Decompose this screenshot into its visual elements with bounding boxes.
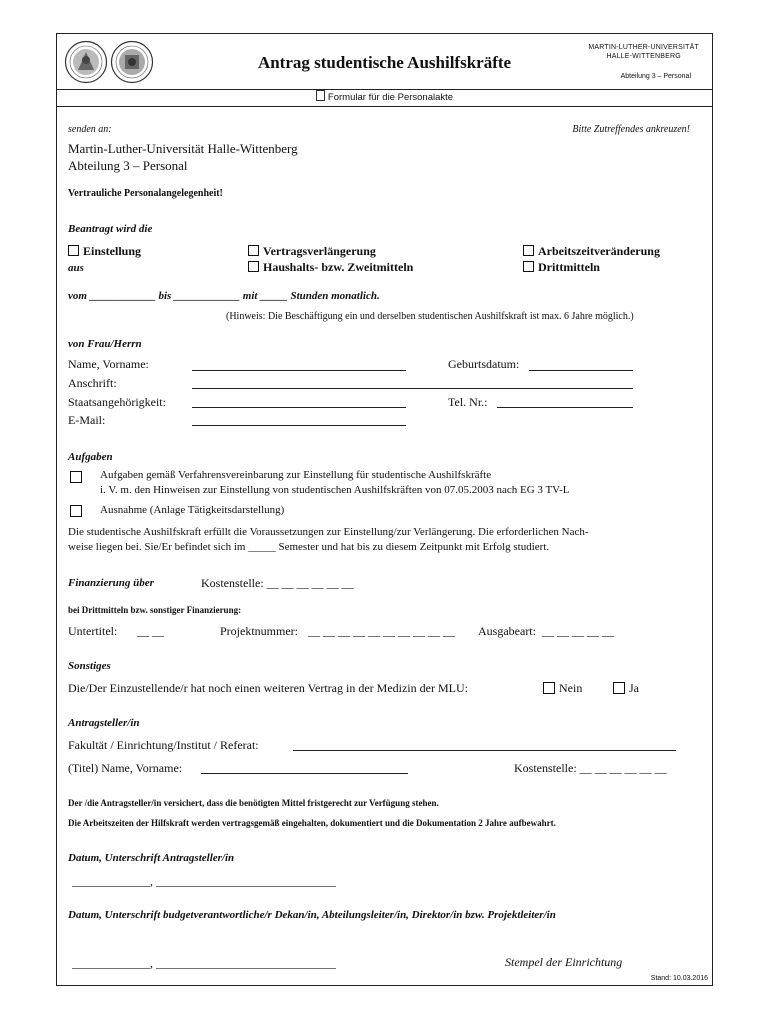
period-bis: bis bbox=[158, 290, 172, 302]
option-drittmittel-label: Drittmitteln bbox=[538, 260, 600, 274]
signature-budget-field[interactable]: _____________, ______________________________ bbox=[72, 956, 336, 970]
project-label: Projektnummer: bbox=[220, 624, 298, 638]
phone-label: Tel. Nr.: bbox=[448, 395, 488, 409]
university-seal-right-icon bbox=[110, 40, 154, 84]
checkbox-drittmittel[interactable] bbox=[523, 261, 534, 272]
university-line-2: HALLE-WITTENBERG bbox=[606, 53, 681, 60]
hours-field[interactable]: _____ bbox=[260, 290, 288, 302]
tasks-heading: Aufgaben bbox=[68, 451, 113, 463]
finance-heading: Finanzierung über bbox=[68, 577, 154, 589]
option-haushaltsmittel[interactable] bbox=[248, 260, 413, 275]
period-to-field[interactable]: ____________ bbox=[174, 290, 241, 302]
option-haushaltsmittel-label: Haushalts- bzw. Zweitmitteln bbox=[263, 260, 414, 274]
finance-cost-center[interactable]: Kostenstelle: __ __ __ __ __ __ bbox=[201, 576, 354, 590]
tasks-statement-line-2: weise liegen bei. Sie/Er befindet sich im _____ Semester und hat bis zu diesem Zeitpunkt mit Erfolg studiert. bbox=[68, 541, 550, 553]
confidential-note: Vertrauliche Personalangelegenheit! bbox=[68, 188, 223, 199]
option-arbeitszeitveraenderung[interactable] bbox=[523, 244, 660, 259]
person-heading: von Frau/Herrn bbox=[68, 338, 142, 350]
period-mit: mit bbox=[242, 290, 258, 302]
university-seal-left-icon bbox=[64, 40, 108, 84]
form-subtitle: Formular für die Personalakte bbox=[327, 92, 454, 103]
checkbox-no[interactable] bbox=[543, 682, 555, 694]
birthdate-label: Geburtsdatum: bbox=[448, 357, 520, 371]
stamp-label: Stempel der Einrichtung bbox=[505, 955, 623, 969]
checkbox-yes[interactable] bbox=[613, 682, 625, 694]
address-line-1: Martin-Luther-Universität Halle-Wittenberg bbox=[68, 141, 298, 156]
yes-label: Ja bbox=[629, 681, 639, 695]
subtitle-label: Untertitel: bbox=[68, 624, 118, 638]
name-label: Name, Vorname: bbox=[68, 357, 149, 371]
signature-applicant-field[interactable]: _____________, ______________________________ bbox=[72, 874, 336, 888]
form-header bbox=[56, 33, 713, 90]
option-arbeitszeitveraenderung-label: Arbeitszeitveränderung bbox=[538, 244, 660, 258]
expense-field[interactable]: __ __ __ __ __ bbox=[542, 624, 614, 638]
checkbox-vertragsverlaengerung[interactable] bbox=[248, 245, 259, 256]
name-field[interactable] bbox=[192, 370, 406, 371]
misc-question: Die/Der Einzustellende/r hat noch einen weiteren Vertrag in der Medizin der MLU: bbox=[68, 681, 468, 695]
option-drittmittel[interactable] bbox=[523, 260, 600, 275]
signature-applicant-label: Datum, Unterschrift Antragsteller/in bbox=[68, 852, 235, 864]
signature-budget-label: Datum, Unterschrift budgetverantwortliche/r Dekan/in, Abteilungsleiter/in, Direktor/in bzw. Projektleiter/in bbox=[68, 909, 556, 921]
phone-field[interactable] bbox=[497, 407, 633, 408]
form-date: Stand: 10.03.2016 bbox=[650, 975, 708, 982]
period-vom: vom bbox=[68, 290, 87, 302]
birthdate-field[interactable] bbox=[529, 370, 633, 371]
check-hint: Bitte Zutreffendes ankreuzen! bbox=[572, 124, 690, 135]
project-field[interactable]: __ __ __ __ __ __ __ __ __ __ bbox=[308, 624, 455, 638]
period-from-field[interactable]: ____________ bbox=[89, 290, 156, 302]
period-line bbox=[68, 290, 380, 302]
checkbox-einstellung[interactable] bbox=[68, 245, 79, 256]
checkbox-haushaltsmittel[interactable] bbox=[248, 261, 259, 272]
applicant-name-label: (Titel) Name, Vorname: bbox=[68, 761, 183, 775]
aus-label: aus bbox=[68, 262, 84, 274]
tasks-exception-label: Ausnahme (Anlage Tätigkeitsdarstellung) bbox=[100, 504, 285, 516]
third-party-note: bei Drittmitteln bzw. sonstiger Finanzierung: bbox=[68, 605, 242, 615]
tasks-standard-line-2: i. V. m. den Hinweisen zur Einstellung von studentischen Aushilfskräften von 07.05.2003 nach EG 3 TV-L bbox=[100, 484, 570, 496]
tasks-standard-line-1: Aufgaben gemäß Verfahrensvereinbarung zur Einstellung für studentische Aushilfskräfte bbox=[100, 469, 492, 481]
form-subtitle-bar bbox=[56, 90, 713, 107]
misc-heading: Sonstiges bbox=[68, 660, 111, 672]
assurance-hours: Die Arbeitszeiten der Hilfskraft werden vertragsgemäß eingehalten, dokumentiert und die Dokumentation 2 Jahre aufbewahrt. bbox=[68, 818, 556, 828]
duration-note: (Hinweis: Die Beschäftigung ein und derselben studentischen Aushilfskraft ist max. 6 Jahre möglich.) bbox=[226, 311, 634, 322]
send-to-label: senden an: bbox=[68, 124, 112, 135]
option-einstellung-label: Einstellung bbox=[83, 244, 142, 258]
applicant-name-field[interactable] bbox=[201, 773, 408, 774]
department-name: Abteilung 3 – Personal bbox=[620, 73, 691, 80]
address-line-2: Abteilung 3 – Personal bbox=[68, 158, 188, 173]
university-line-1: MARTIN-LUTHER-UNIVERSITÄT bbox=[588, 44, 699, 51]
option-einstellung[interactable] bbox=[68, 244, 141, 259]
checkbox-arbeitszeitveraenderung[interactable] bbox=[523, 245, 534, 256]
faculty-field[interactable] bbox=[293, 750, 676, 751]
form-title: Antrag studentische Aushilfskräfte bbox=[257, 53, 512, 72]
checkbox-tasks-standard[interactable] bbox=[70, 471, 82, 483]
expense-label: Ausgabeart: bbox=[478, 624, 536, 638]
university-name bbox=[588, 43, 699, 61]
option-vertragsverlaengerung[interactable] bbox=[248, 244, 376, 259]
applicant-cost-center[interactable]: Kostenstelle: __ __ __ __ __ __ bbox=[514, 761, 667, 775]
request-heading: Beantragt wird die bbox=[68, 223, 153, 235]
faculty-label: Fakultät / Einrichtung/Institut / Referat: bbox=[68, 738, 259, 752]
option-vertragsverlaengerung-label: Vertragsverlängerung bbox=[263, 244, 376, 258]
nationality-field[interactable] bbox=[192, 407, 406, 408]
checkbox-tasks-exception[interactable] bbox=[70, 505, 82, 517]
email-label: E-Mail: bbox=[68, 413, 106, 427]
address-field[interactable] bbox=[192, 388, 633, 389]
period-hours: Stunden monatlich. bbox=[290, 290, 380, 302]
tasks-statement-line-1: Die studentische Aushilfskraft erfüllt die Voraussetzungen zur Einstellung/zur Verlängerung. Die erforderlichen Nach- bbox=[68, 526, 589, 538]
address-label: Anschrift: bbox=[68, 376, 117, 390]
subtitle-field[interactable]: __ __ bbox=[137, 624, 164, 638]
assurance-funds: Der /die Antragsteller/in versichert, dass die benötigten Mittel fristgerecht zur Verfügung stehen. bbox=[68, 798, 439, 808]
email-field[interactable] bbox=[192, 425, 406, 426]
document-icon bbox=[316, 90, 325, 101]
no-label: Nein bbox=[559, 681, 583, 695]
applicant-heading: Antragsteller/in bbox=[68, 717, 140, 729]
nationality-label: Staatsangehörigkeit: bbox=[68, 395, 166, 409]
